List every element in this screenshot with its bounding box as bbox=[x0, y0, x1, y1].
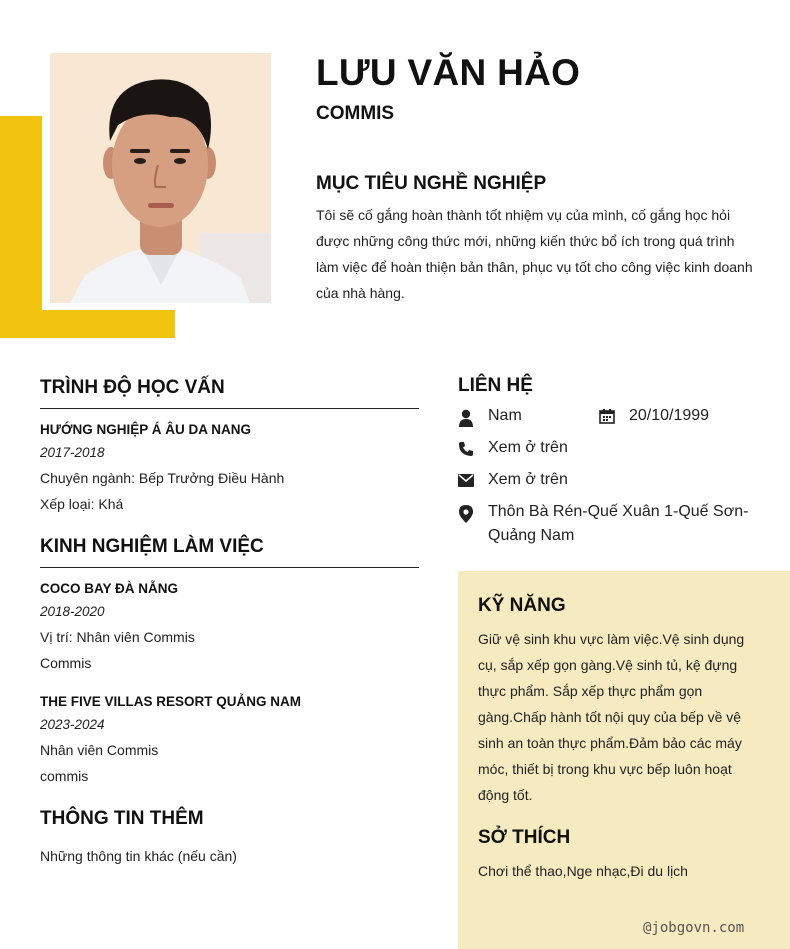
location-pin-icon bbox=[458, 505, 474, 521]
experience-detail: Nhân viên Commis bbox=[40, 742, 159, 758]
mail-icon bbox=[458, 474, 474, 490]
watermark: @jobgovn.com bbox=[643, 920, 745, 936]
contact-email: Xem ở trên bbox=[488, 471, 568, 488]
experience-detail: Vị trí: Nhân viên Commis bbox=[40, 629, 195, 645]
hobbies-heading: SỞ THÍCH bbox=[478, 827, 571, 848]
education-school: HƯỚNG NGHIỆP Á ÂU DA NANG bbox=[40, 422, 251, 437]
calendar-icon bbox=[599, 408, 615, 424]
experience-company: COCO BAY ĐÀ NẴNG bbox=[40, 581, 179, 596]
contact-gender: Nam bbox=[488, 407, 522, 424]
skills-heading: KỸ NĂNG bbox=[478, 595, 566, 616]
experience-period: 2018-2020 bbox=[40, 604, 105, 619]
experience-detail: commis bbox=[40, 768, 89, 784]
experience-heading: KINH NGHIỆM LÀM VIỆC bbox=[40, 536, 264, 557]
contact-address: Thôn Bà Rén-Quế Xuân 1-Quế Sơn- bbox=[488, 503, 749, 520]
profile-photo bbox=[50, 53, 271, 303]
skills-text: Giữ vệ sinh khu vực làm việc.Vệ sinh dụng cụ, sắp xếp gọn gàng.Vệ sinh tủ, kệ đựng thực phẩm. Sắp xếp thực phẩm gọn gàng.Chấp hành tốt nội quy của bếp về vệ sinh an toàn thực phẩm.Đảm bảo các máy móc, thiết bị trong khu vực bếp luôn hoạt động tốt. bbox=[478, 631, 745, 803]
candidate-position: COMMIS bbox=[316, 103, 395, 124]
contact-address: Quảng Nam bbox=[488, 527, 575, 544]
hobbies-text: Chơi thể thao,Nge nhạc,Đi du lịch bbox=[478, 863, 688, 879]
education-major: Chuyên ngành: Bếp Trưởng Điều Hành bbox=[40, 470, 285, 486]
experience-detail: Commis bbox=[40, 655, 92, 671]
candidate-name: LƯU VĂN HẢO bbox=[316, 52, 581, 93]
experience-period: 2023-2024 bbox=[40, 717, 105, 732]
objective-text: Tôi sẽ cố gắng hoàn thành tốt nhiệm vụ của mình, cố gắng học hỏi được những công thức mới, những kiến thức bổ ích trong quá trình làm việc để hoàn thiện bản thân, phục vụ tốt cho công việc kinh doanh của nhà hàng. bbox=[316, 207, 753, 301]
education-grade: Xếp loại: Khá bbox=[40, 496, 124, 512]
contact-phone: Xem ở trên bbox=[488, 439, 568, 456]
experience-divider bbox=[40, 567, 419, 568]
experience-company: THE FIVE VILLAS RESORT QUẢNG NAM bbox=[40, 694, 302, 709]
accent-base bbox=[0, 310, 175, 338]
contact-heading: LIÊN HỆ bbox=[458, 375, 533, 396]
contact-birthday: 20/10/1999 bbox=[629, 407, 710, 424]
objective-heading: MỤC TIÊU NGHỀ NGHIỆP bbox=[316, 173, 547, 194]
education-heading: TRÌNH ĐỘ HỌC VẤN bbox=[40, 377, 225, 398]
extra-info-text: Những thông tin khác (nếu cần) bbox=[40, 848, 237, 864]
extra-info-heading: THÔNG TIN THÊM bbox=[40, 808, 204, 829]
education-divider bbox=[40, 408, 419, 409]
education-period: 2017-2018 bbox=[40, 445, 105, 460]
phone-icon bbox=[458, 441, 474, 457]
accent-bar bbox=[0, 116, 42, 338]
person-icon bbox=[458, 409, 474, 425]
